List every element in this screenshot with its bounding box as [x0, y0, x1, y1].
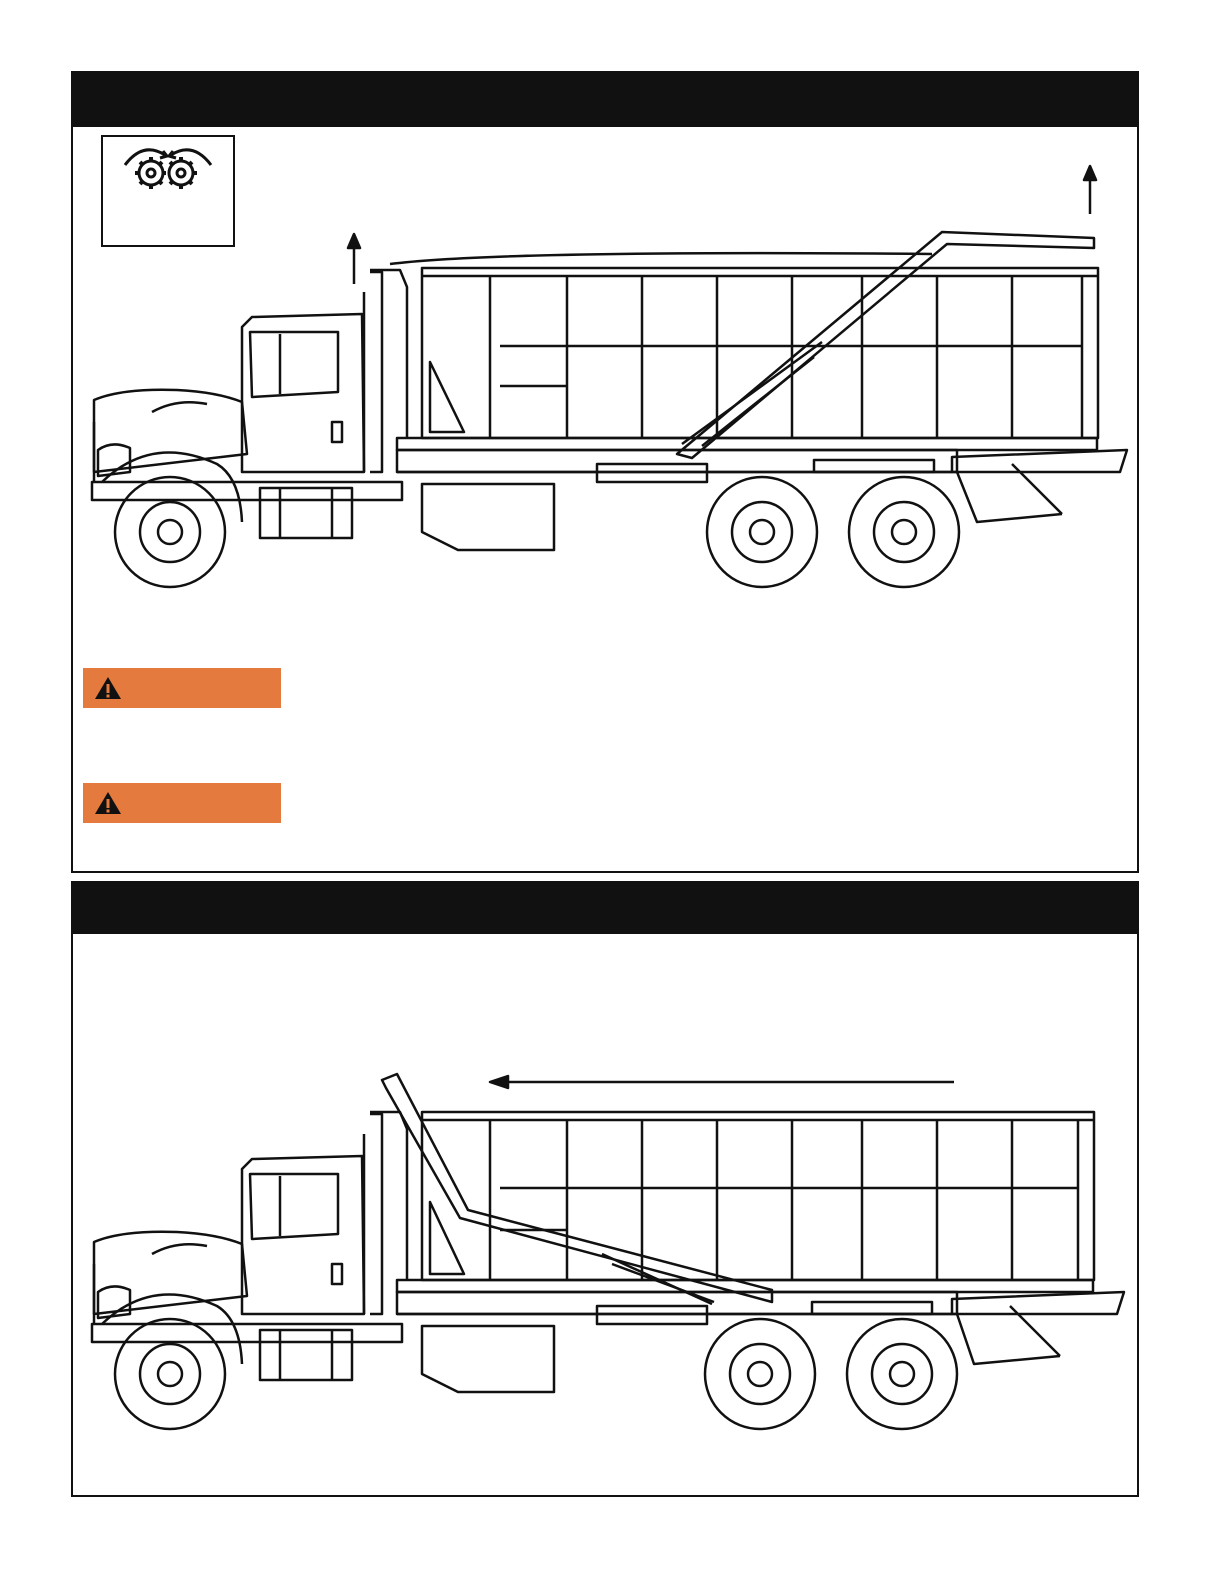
warning-badge-1	[83, 668, 281, 708]
step-panel-bottom	[71, 881, 1139, 1497]
hooklift-truck-illustration-arm-raised	[73, 153, 1137, 593]
panel-header-bottom	[73, 883, 1137, 934]
warning-triangle-icon	[93, 790, 123, 816]
hooklift-truck-illustration-arm-forward	[73, 1053, 1137, 1493]
panel-header-top	[73, 73, 1137, 127]
step-panel-top	[71, 71, 1139, 873]
warning-badge-2	[83, 783, 281, 823]
warning-triangle-icon	[93, 675, 123, 701]
